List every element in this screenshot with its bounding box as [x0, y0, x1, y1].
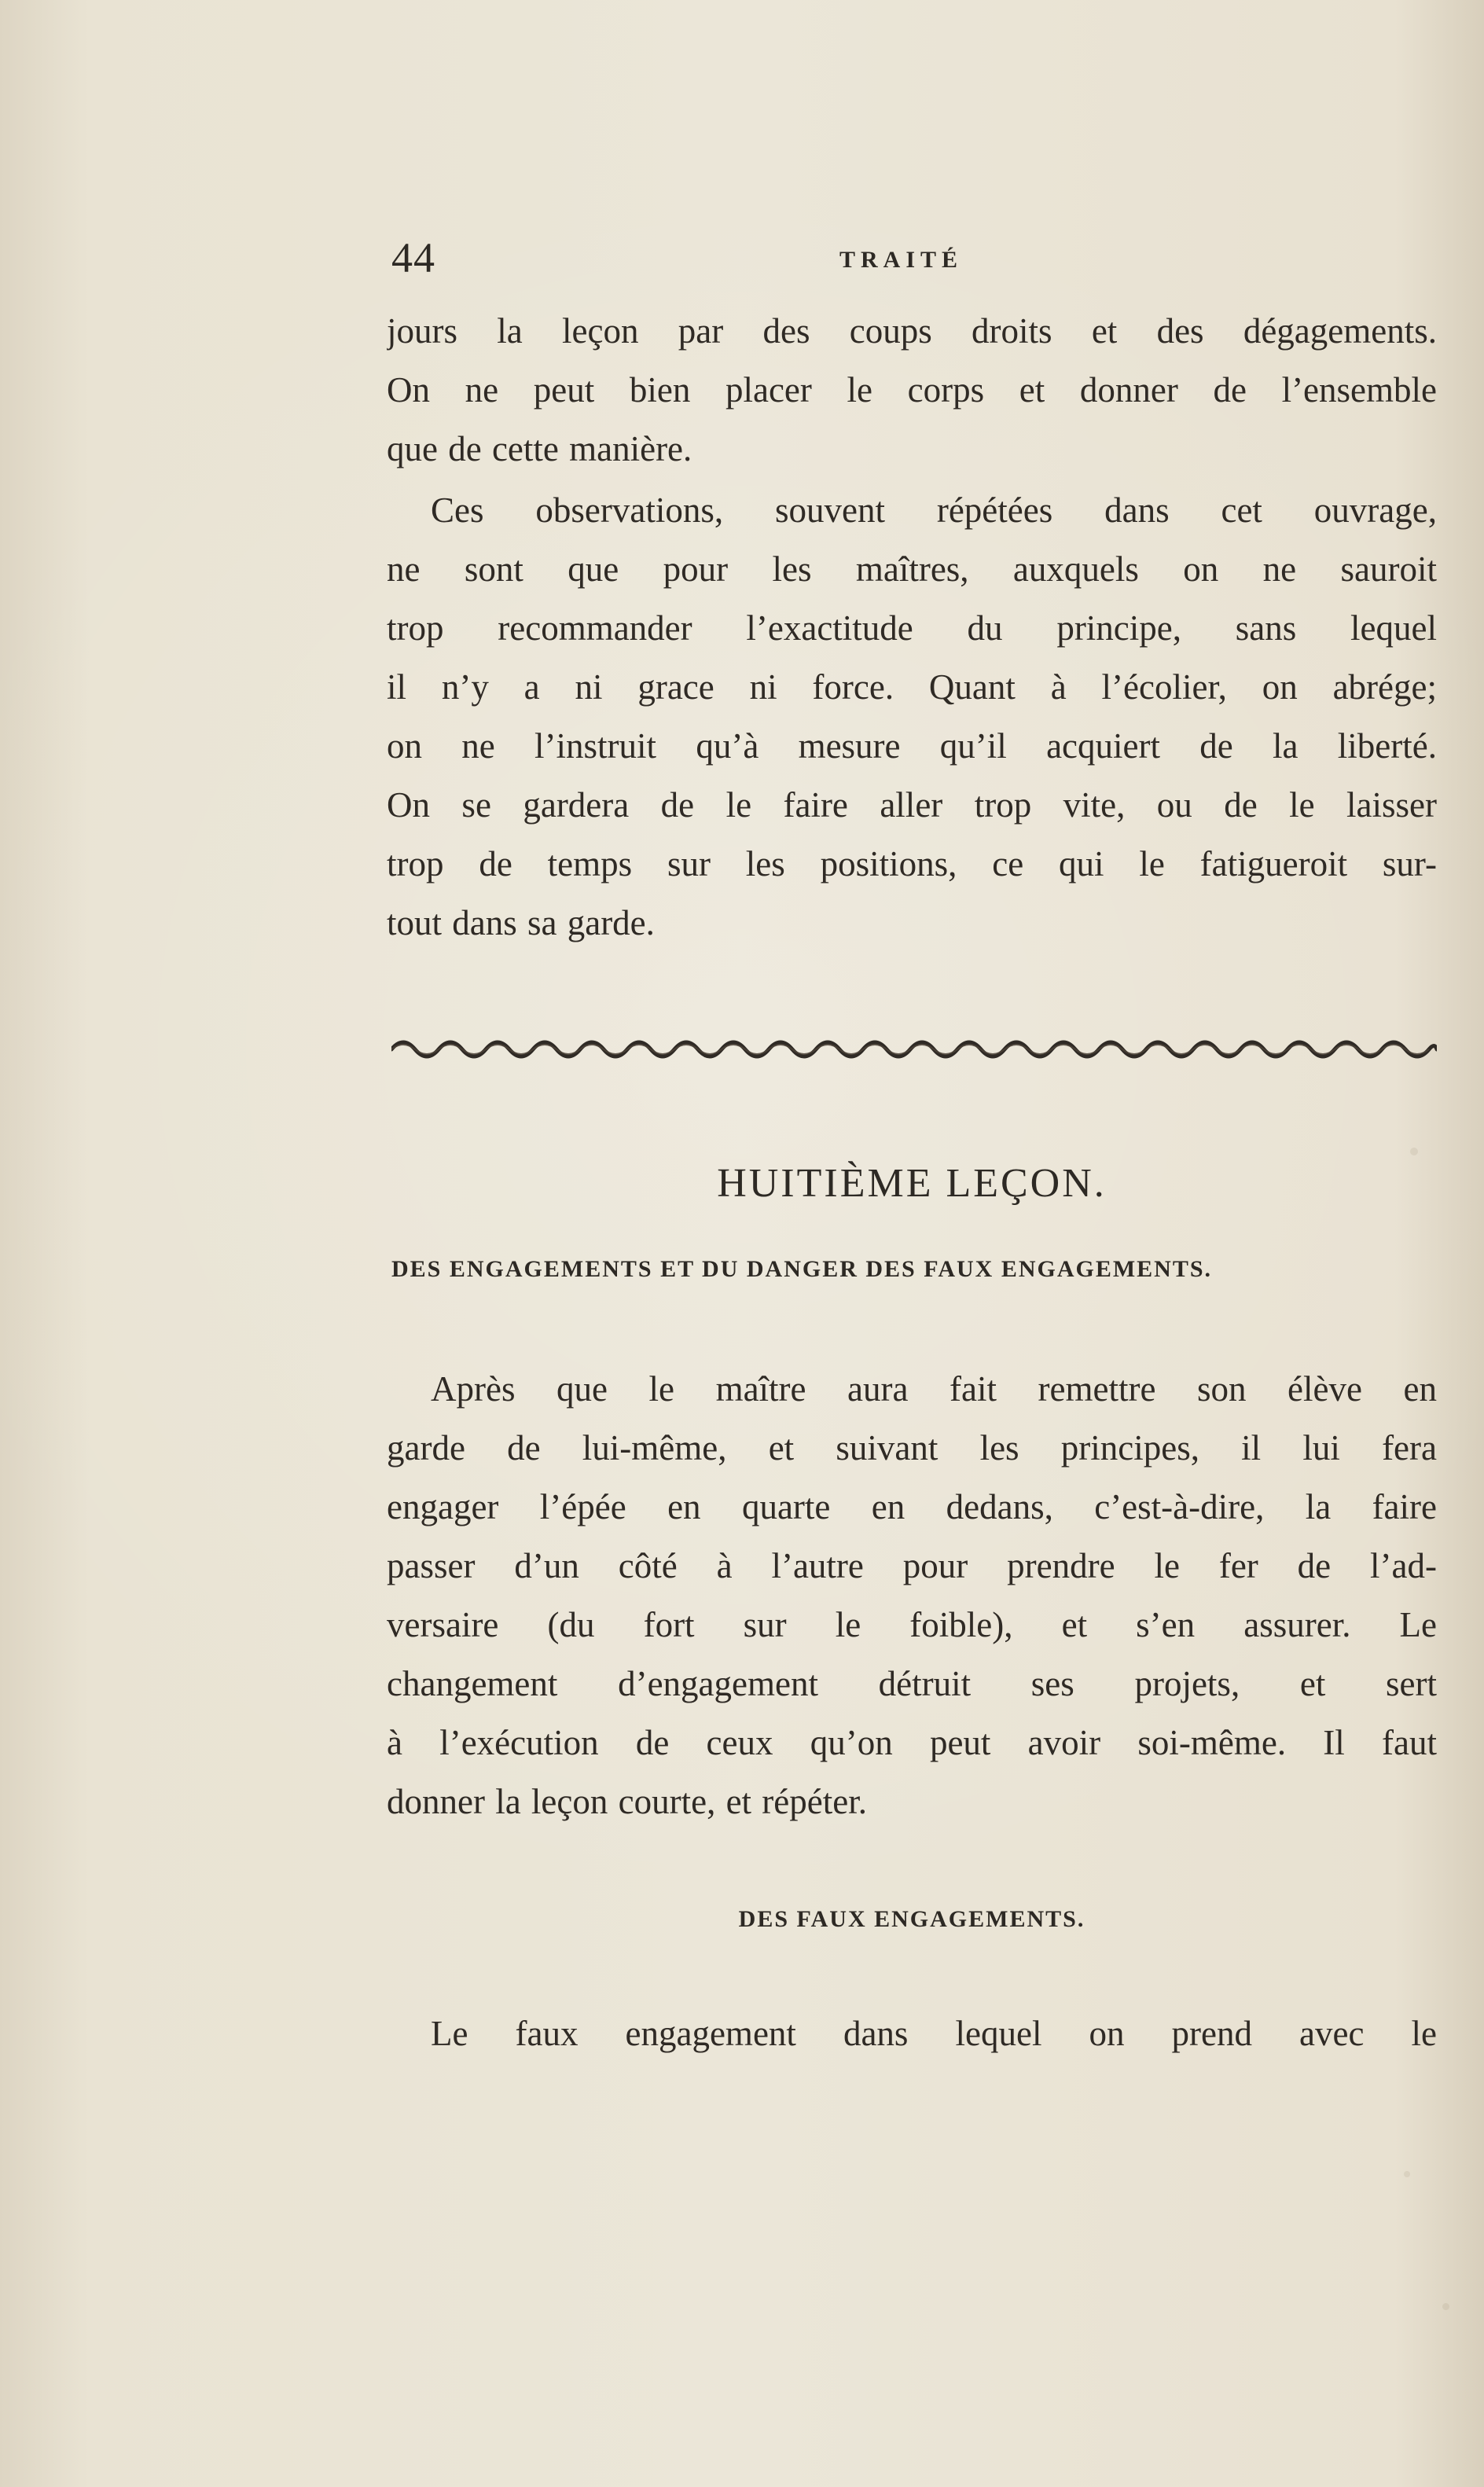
paragraph-line: engager l’épée en quarte en dedans, c’est-à-dire, la faire [387, 1487, 1437, 1526]
ornamental-rule [391, 1036, 1437, 1063]
paragraph-line: on ne l’instruit qu’à mesure qu’il acquiert de la liberté. [387, 726, 1437, 766]
page-number: 44 [391, 234, 435, 281]
paragraph-line: Le faux engagement dans lequel on prend avec le [431, 2014, 1437, 2053]
paragraph-line: On se gardera de le faire aller trop vite, ou de le laisser [387, 785, 1437, 825]
paragraph [387, 302, 1437, 479]
running-head: TRAITÉ [839, 247, 964, 273]
paragraph [387, 481, 1437, 953]
paragraph-line: ne sont que pour les maîtres, auxquels on ne sauroit [387, 549, 1437, 589]
paragraph-line: Ces observations, souvent répétées dans cet ouvrage, [431, 490, 1437, 530]
section-heading: DES FAUX ENGAGEMENTS. [738, 1906, 1085, 1932]
page-header [391, 233, 1437, 283]
paragraph-line: tout dans sa garde. [387, 903, 655, 942]
paragraph-line: changement d’engagement détruit ses projets, et sert [387, 1664, 1437, 1703]
paragraph-false-engagements [387, 2004, 1437, 2063]
lesson-subheading: DES ENGAGEMENTS ET DU DANGER DES FAUX ENGAGEMENTS. [391, 1256, 1213, 1282]
paragraph-engagements [387, 1360, 1437, 1831]
paper-spot [1404, 2171, 1410, 2177]
paragraph [387, 2004, 1437, 2063]
paragraph-line: donner la leçon courte, et répéter. [387, 1782, 867, 1821]
paragraph-continuation [387, 302, 1437, 479]
paragraph-line: On ne peut bien placer le corps et donner de l’ensemble [387, 370, 1437, 410]
paragraph-line: jours la leçon par des coups droits et des dégagements. [387, 311, 1437, 351]
lesson-title: HUITIÈME LEÇON. [717, 1160, 1107, 1206]
paragraph-observations [387, 481, 1437, 953]
paper-spot [1442, 2303, 1449, 2310]
paragraph-line: Après que le maître aura fait remettre son élève en [431, 1369, 1437, 1409]
paragraph-line: que de cette manière. [387, 429, 692, 468]
paragraph-line: il n’y a ni grace ni force. Quant à l’écolier, on abrége; [387, 667, 1437, 707]
paragraph [387, 1360, 1437, 1831]
paragraph-line: à l’exécution de ceux qu’on peut avoir soi-même. Il faut [387, 1723, 1437, 1762]
paragraph-line: passer d’un côté à l’autre pour prendre le fer de l’ad- [387, 1546, 1437, 1585]
paragraph-line: garde de lui-même, et suivant les principes, il lui fera [387, 1428, 1437, 1468]
ornamental-rule-graphic [391, 1036, 1437, 1063]
paper-spot [1410, 1148, 1418, 1155]
paragraph-line: trop recommander l’exactitude du principe, sans lequel [387, 608, 1437, 648]
paragraph-line: trop de temps sur les positions, ce qui le fatigueroit sur- [387, 844, 1437, 883]
paragraph-line: versaire (du fort sur le foible), et s’en assurer. Le [387, 1605, 1437, 1644]
